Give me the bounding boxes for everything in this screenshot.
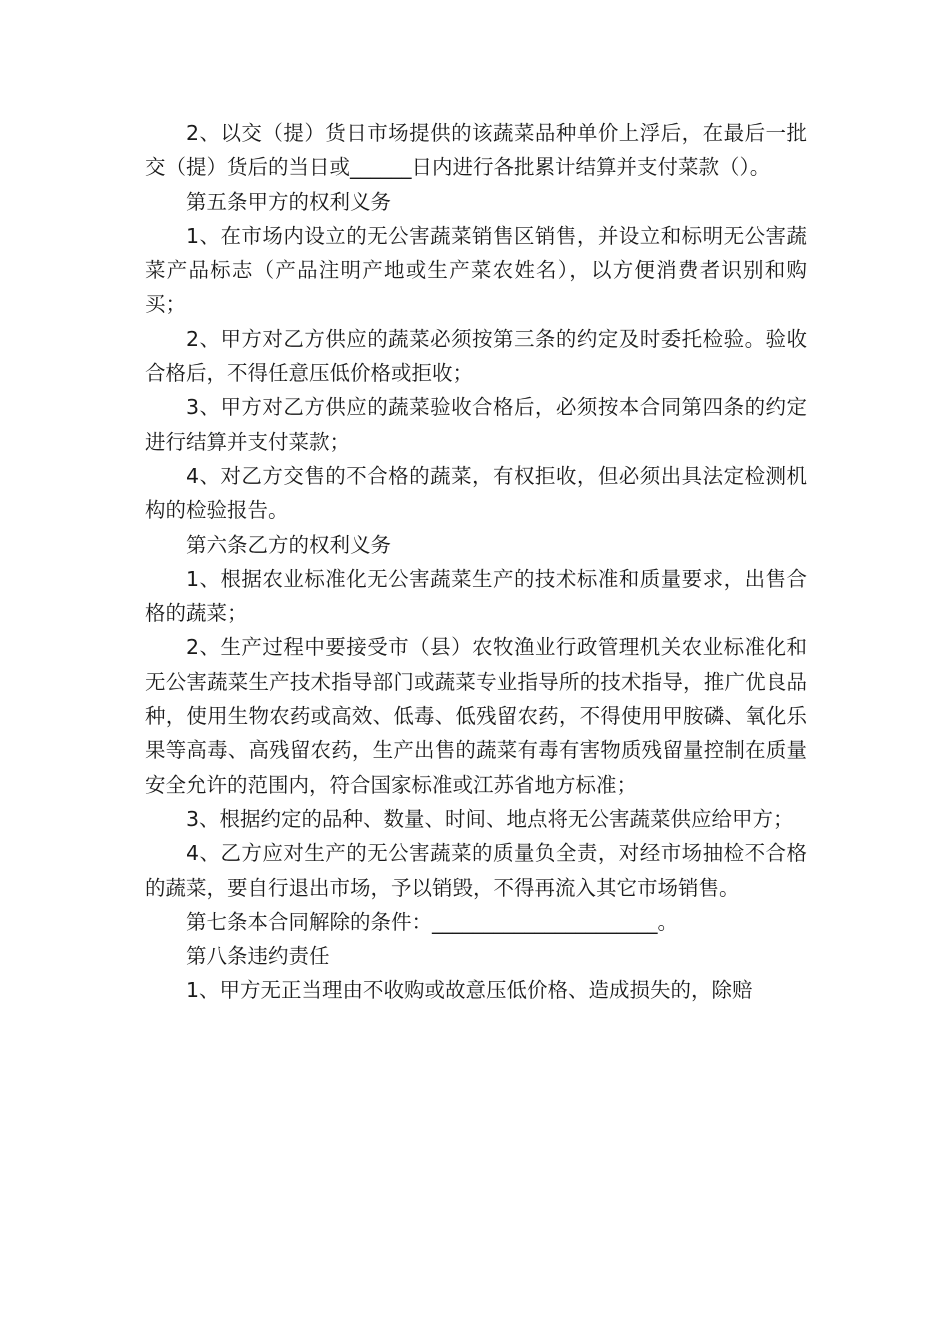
article-6-item-1: 1、根据农业标准化无公害蔬菜生产的技术标准和质量要求，出售合格的蔬菜； (145, 566, 807, 626)
article-6-item-2: 2、生产过程中要接受市（县）农牧渔业行政管理机关农业标准化和无公害蔬菜生产技术指导部门或蔬菜专业指导所的技术指导，推广优良品种，使用生物农药或高效、低毒、低残留农药，不得使用甲胺磷、氧化乐果等高毒、高残留农药，生产出售的蔬菜有毒有害物质残留量控制在质量安全允许的范围内，符合国家标准或江苏省地方标准； (145, 635, 807, 797)
article-6-heading: 第六条乙方的权利义务 (186, 532, 391, 557)
article-5-item-3: 3、甲方对乙方供应的蔬菜验收合格后，必须按本合同第四条的约定进行结算并支付菜款； (145, 395, 807, 454)
article-7-termination-conditions: 第七条本合同解除的条件：______________________。 (186, 909, 678, 934)
article-8-heading: 第八条违约责任 (186, 944, 330, 969)
document-body (145, 116, 807, 1008)
article-5-heading: 第五条甲方的权利义务 (186, 189, 391, 214)
article-5-item-2: 2、甲方对乙方供应的蔬菜必须按第三条的约定及时委托检验。验收合格后，不得任意压低价格或拒收； (145, 326, 807, 386)
article-6-item-4: 4、乙方应对生产的无公害蔬菜的质量负全责，对经市场抽检不合格的蔬菜，要自行退出市场，予以销毁，不得再流入其它市场销售。 (145, 841, 807, 900)
article-5-item-4: 4、对乙方交售的不合格的蔬菜，有权拒收，但必须出具法定检测机构的检验报告。 (145, 463, 807, 523)
article-6-item-3: 3、根据约定的品种、数量、时间、地点将无公害蔬菜供应给甲方； (186, 806, 794, 831)
clause-4-item-2: 2、以交（提）货日市场提供的该蔬菜品种单价上浮后，在最后一批交（提）货后的当日或______日内进行各批累计结算并支付菜款（）。 (145, 121, 807, 180)
article-8-item-1: 1、甲方无正当理由不收购或故意压低价格、造成损失的，除赔 (186, 978, 753, 1003)
article-5-item-1: 1、在市场内设立的无公害蔬菜销售区销售，并设立和标明无公害蔬菜产品标志（产品注明产地或生产菜农姓名），以方便消费者识别和购买； (145, 223, 807, 317)
